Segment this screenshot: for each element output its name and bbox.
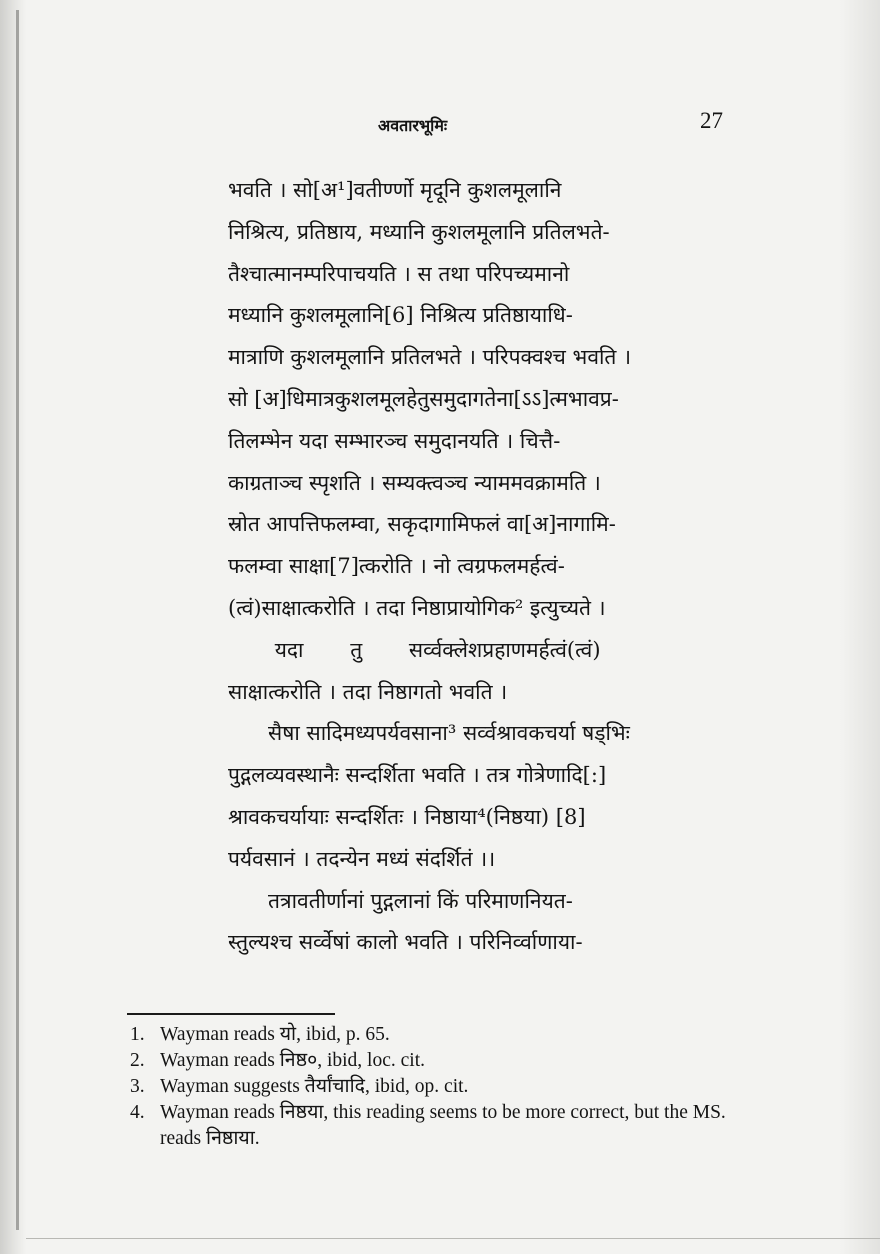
footnote-text: Wayman reads यो, ibid, p. 65. — [160, 1024, 390, 1045]
body-text — [228, 170, 728, 964]
text-line: साक्षात्करोति । तदा निष्ठागतो भवति । — [228, 679, 508, 704]
text-line: तैश्चात्मानम्परिपाचयति । स तथा परिपच्यमानो — [228, 261, 570, 286]
footnote-number: 3. — [130, 1076, 145, 1097]
text-line: फलम्वा साक्षा[7]त्करोति । नो त्वग्रफलमर्हत्वं- — [228, 554, 565, 579]
footnote-text: Wayman reads निष्ठया, this reading seems to be more correct, but the MS. reads निष्ठाया. — [160, 1102, 726, 1149]
footnote — [130, 1100, 730, 1152]
page-edge-shadow — [840, 0, 880, 1254]
text-line: निश्रित्य, प्रतिष्ठाय, मध्यानि कुशलमूलानि प्रतिलभते- — [228, 219, 610, 244]
page-gutter-shadow — [0, 0, 26, 1254]
footnote-number: 2. — [130, 1050, 145, 1071]
text-line: तत्रावतीर्णानां पुद्गलानां किं परिमाणनियत- — [228, 888, 573, 913]
text-line: काग्रताञ्च स्पृशति । सम्यक्त्वञ्च न्याममवक्रामति । — [228, 470, 601, 495]
footnote-number: 1. — [130, 1024, 145, 1045]
footnote-text: Wayman reads निष्ठ०, ibid, loc. cit. — [160, 1050, 425, 1071]
footnote — [130, 1022, 730, 1048]
text-line: पुद्गलव्यवस्थानैः सन्दर्शिता भवति । तत्र गोत्रेणादि[:] — [228, 763, 607, 788]
running-title: अवतारभूमिः — [378, 116, 448, 135]
text-line: भवति । सो[अ¹]वतीर्ण्णो मृदूनि कुशलमूलानि — [228, 178, 562, 202]
text-line: पर्यवसानं । तदन्येन मध्यं संदर्शितं ।। — [228, 846, 496, 871]
footnotes — [130, 1022, 730, 1152]
footnote — [130, 1048, 730, 1074]
footnote-text: Wayman suggests तैर्यांचादि, ibid, op. cit. — [160, 1076, 469, 1097]
text-line: यदा तु सर्व्वक्लेशप्रहाणमर्हत्वं(त्वं) — [228, 637, 601, 662]
page-bottom-edge — [26, 1238, 880, 1239]
page-number: 27 — [700, 108, 723, 133]
text-line: सो [अ]धिमात्रकुशलमूलहेतुसमुदागतेना[ऽऽ]त्मभावप्र- — [228, 386, 619, 411]
text-line: श्रावकचर्यायाः सन्दर्शितः । निष्ठाया⁴(निष्ठया) [8] — [228, 804, 586, 829]
text-line: (त्वं)साक्षात्करोति । तदा निष्ठाप्रायोगिक² इत्युच्यते । — [228, 595, 606, 620]
footnote — [130, 1074, 730, 1100]
text-line: सैषा सादिमध्यपर्यवसाना³ सर्व्वश्रावकचर्या षड्भिः — [228, 721, 630, 746]
footnote-rule — [127, 1013, 335, 1015]
footnote-number: 4. — [130, 1102, 145, 1123]
text-line: मध्यानि कुशलमूलानि[6] निश्रित्य प्रतिष्ठायाधि- — [228, 303, 573, 328]
text-line: स्तुल्यश्च सर्व्वेषां कालो भवति । परिनिर्व्वाणाया- — [228, 930, 583, 955]
text-line: स्रोत आपत्तिफलम्वा, सकृदागामिफलं वा[अ]नागामि- — [228, 512, 616, 537]
text-line: तिलम्भेन यदा सम्भारञ्च समुदानयति । चित्तै- — [228, 428, 561, 453]
binding-edge — [16, 10, 19, 1230]
text-line: मात्राणि कुशलमूलानि प्रतिलभते । परिपक्वश्च भवति । — [228, 345, 632, 370]
